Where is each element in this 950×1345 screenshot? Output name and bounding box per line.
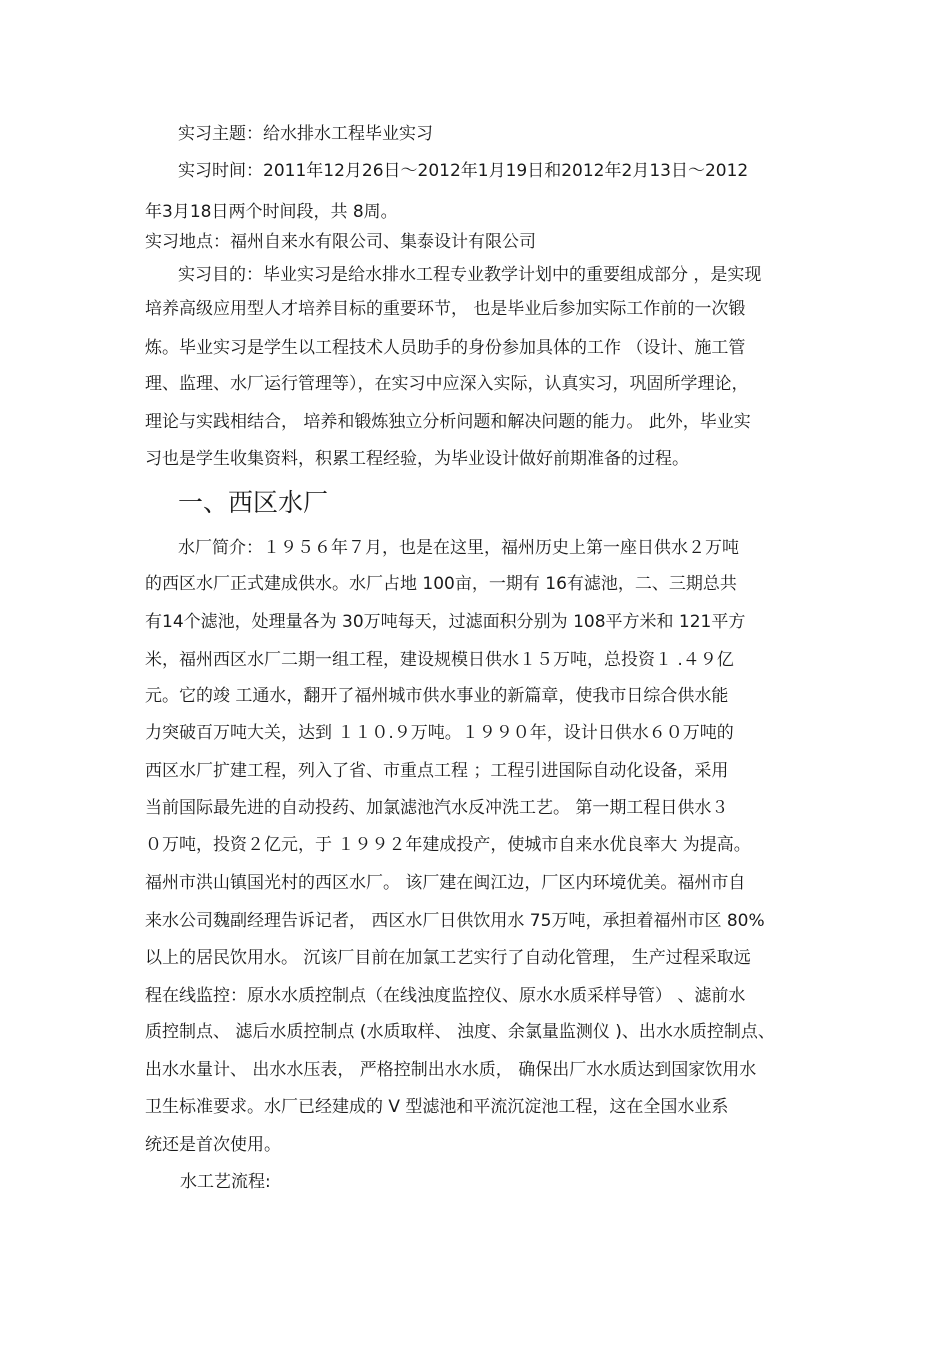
body-line: 当前国际最先进的自动投药、加氯滤池汽水反冲洗工艺。 第一期工程日供水３ — [145, 798, 729, 818]
body-line: 质控制点、 滤后水质控制点 (水质取样、 浊度、余氯量监测仪 )、出水水质控制点、 — [145, 1022, 775, 1042]
section-heading-west-district-plant: 一、西区水厂 — [178, 488, 329, 517]
body-line: 福州市洪山镇国光村的西区水厂。 该厂建在闽江边，厂区内环境优美。福州市自 — [145, 873, 746, 893]
purpose-line: 理论与实践相结合， 培养和锻炼独立分析问题和解决问题的能力。 此外，毕业实 — [145, 412, 751, 432]
body-line: 卫生标准要求。水厂已经建成的 V 型滤池和平流沉淀池工程，这在全国水业系 — [145, 1097, 729, 1117]
purpose-line: 习也是学生收集资料，积累工程经验，为毕业设计做好前期准备的过程。 — [145, 449, 689, 469]
process-flow-label: 水工艺流程: — [180, 1172, 271, 1192]
body-line: 统还是首次使用。 — [145, 1135, 281, 1155]
body-line: 以上的居民饮用水。 沉该厂目前在加氯工艺实行了自动化管理， 生产过程采取远 — [145, 948, 751, 968]
internship-location: 实习地点：福州自来水有限公司、集泰设计有限公司 — [145, 232, 536, 252]
internship-theme: 实习主题：给水排水工程毕业实习 — [178, 124, 433, 144]
body-line: 来水公司魏副经理告诉记者， 西区水厂日供饮用水 75万吨，承担着福州市区 80% — [145, 911, 765, 931]
body-line: 程在线监控：原水水质控制点（在线浊度监控仪、原水水质采样导管） 、滤前水 — [145, 986, 746, 1006]
purpose-line: 培养高级应用型人才培养目标的重要环节， 也是毕业后参加实际工作前的一次锻 — [145, 299, 746, 319]
body-line: 的西区水厂正式建成供水。水厂占地 100亩，一期有 16有滤池，二、三期总共 — [145, 574, 737, 594]
body-line: 出水水量计、 出水水压表， 严格控制出水水质， 确保出厂水水质达到国家饮用水 — [145, 1060, 757, 1080]
body-line: 元。它的竣 工通水，翻开了福州城市供水事业的新篇章，使我市日综合供水能 — [145, 686, 729, 706]
purpose-line: 实习目的：毕业实习是给水排水工程专业教学计划中的重要组成部分 ，是实现 — [178, 265, 762, 285]
internship-time-line-2: 年3月18日两个时间段，共 8周。 — [145, 202, 398, 222]
body-line: 西区水厂扩建工程，列入了省、市重点工程 ；工程引进国际自动化设备，采用 — [145, 761, 729, 781]
body-line: ０万吨，投资２亿元，于 １９９２年建成投产，使城市自来水优良率大 为提高。 — [145, 835, 751, 855]
body-line: 米，福州西区水厂二期一组工程，建设规模日供水１５万吨，总投资１ .４９亿 — [145, 650, 734, 670]
body-line: 水厂简介：１９５６年７月，也是在这里，福州历史上第一座日供水２万吨 — [178, 538, 739, 558]
body-line: 力突破百万吨大关，达到 １１０.９万吨。１９９０年，设计日供水６０万吨的 — [145, 723, 734, 743]
internship-time-line-1: 实习时间：2011年12月26日～2012年1月19日和2012年2月13日～2012 — [178, 161, 749, 181]
body-line: 有14个滤池，处理量各为 30万吨每天，过滤面积分别为 108平方米和 121平方 — [145, 612, 746, 632]
purpose-line: 理、监理、水厂运行管理等），在实习中应深入实际，认真实习，巩固所学理论， — [145, 374, 749, 394]
purpose-line: 炼。毕业实习是学生以工程技术人员助手的身份参加具体的工作 （设计、施工管 — [145, 338, 746, 358]
